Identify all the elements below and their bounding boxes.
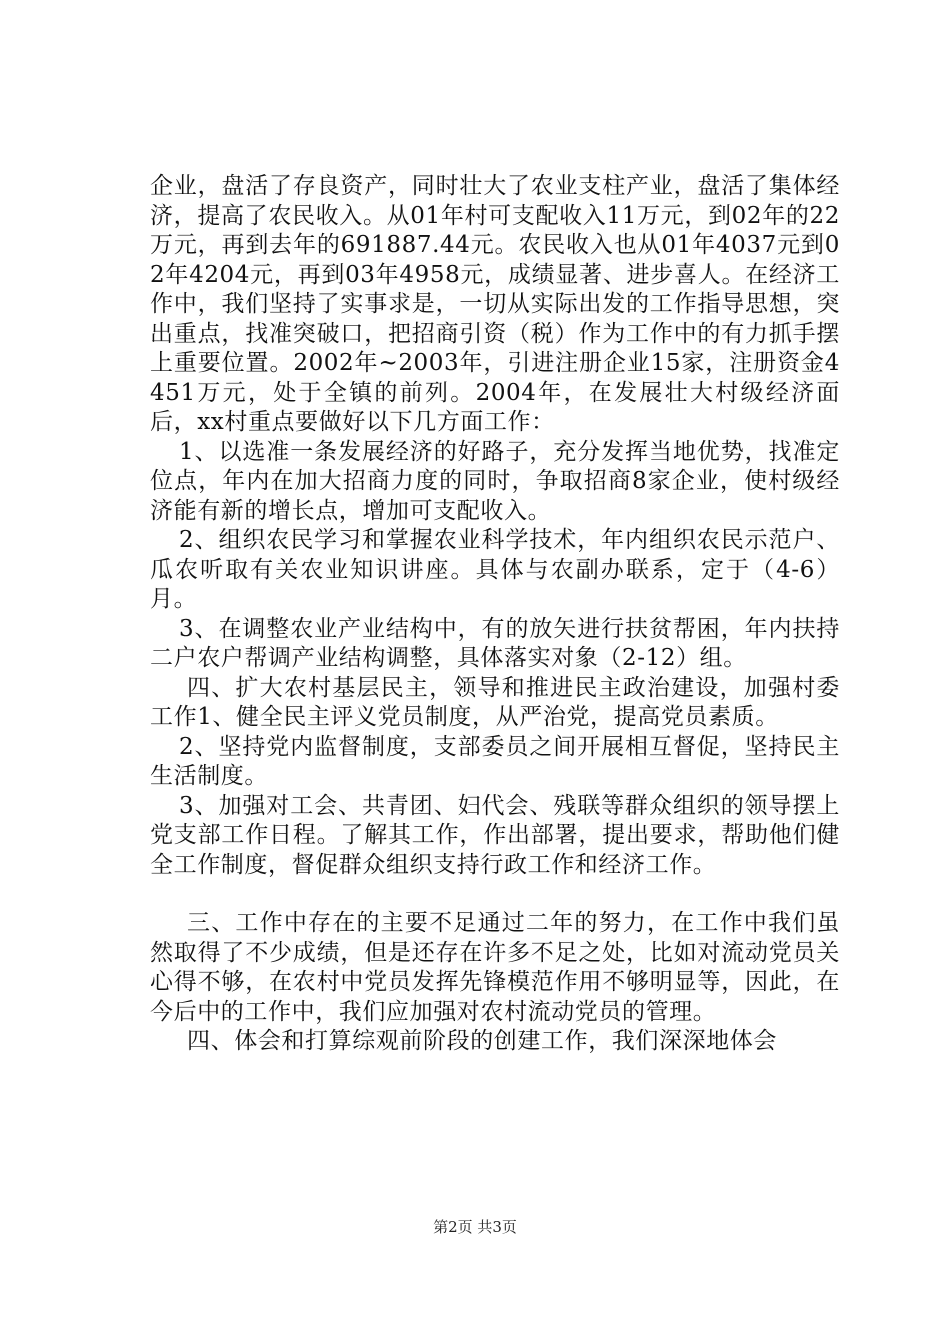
- paragraph-section-four-experience: 四、体会和打算综观前阶段的创建工作，我们深深地体会: [187, 1028, 777, 1054]
- paragraph-spacer: [150, 880, 840, 909]
- paragraph-item-2-supervision: 2、坚持党内监督制度，支部委员之间开展相互督促，坚持民主生活制度。: [150, 733, 840, 789]
- page-footer: 第2页 共3页: [433, 1218, 517, 1236]
- paragraph-item-1-investment: 1、以选准一条发展经济的好路子，充分发挥当地优势，找准定位点，年内在加大招商力度的同时，争取招商8家企业，使村级经济能有新的增长点，增加可支配收入。: [150, 438, 840, 524]
- paragraph-section-four-democracy: 四、扩大农村基层民主，领导和推进民主政治建设，加强村委工作1、健全民主评义党员制度，从严治党，提高党员素质。: [150, 674, 840, 730]
- paragraph-item-2-training: 2、组织农民学习和掌握农业科学技术，年内组织农民示范户、瓜农听取有关农业知识讲座。具体与农副办联系，定于（4-6）月。: [150, 527, 840, 612]
- document-body: [150, 172, 840, 1057]
- paragraph-section-three-shortcomings: 三、工作中存在的主要不足通过二年的努力，在工作中我们虽然取得了不少成绩，但是还存在许多不足之处，比如对流动党员关心得不够，在农村中党员发挥先锋模范作用不够明显等，因此，在今后中的工作中，我们应加强对农村流动党员的管理。: [150, 910, 840, 1025]
- paragraph-item-3-poverty-aid: 3、在调整农业产业结构中，有的放矢进行扶贫帮困，年内扶持二户农户帮调产业结构调整，具体落实对象（2-12）组。: [150, 615, 840, 671]
- paragraph-economy-summary: 企业，盘活了存良资产，同时壮大了农业支柱产业，盘活了集体经济，提高了农民收入。从01年村可支配收入11万元，到02年的22万元，再到去年的691887.44元。农民收入也从01年4037元到02年4204元，再到03年4958元，成绩显著、进步喜人。在经济工作中，我们坚持了实事求是，一切从实际出发的工作指导思想，突出重点，找准突破口，把招商引资（税）作为工作中的有力抓手摆上重要位置。2002年~2003年，引进注册企业15家，注册资金4451万元，处于全镇的前列。2004年，在发展壮大村级经济面后，xx村重点要做好以下几方面工作：: [150, 173, 840, 435]
- paragraph-item-3-mass-organizations: 3、加强对工会、共青团、妇代会、残联等群众组织的领导摆上党支部工作日程。了解其工作，作出部署，提出要求，帮助他们健全工作制度，督促群众组织支持行政工作和经济工作。: [150, 792, 840, 878]
